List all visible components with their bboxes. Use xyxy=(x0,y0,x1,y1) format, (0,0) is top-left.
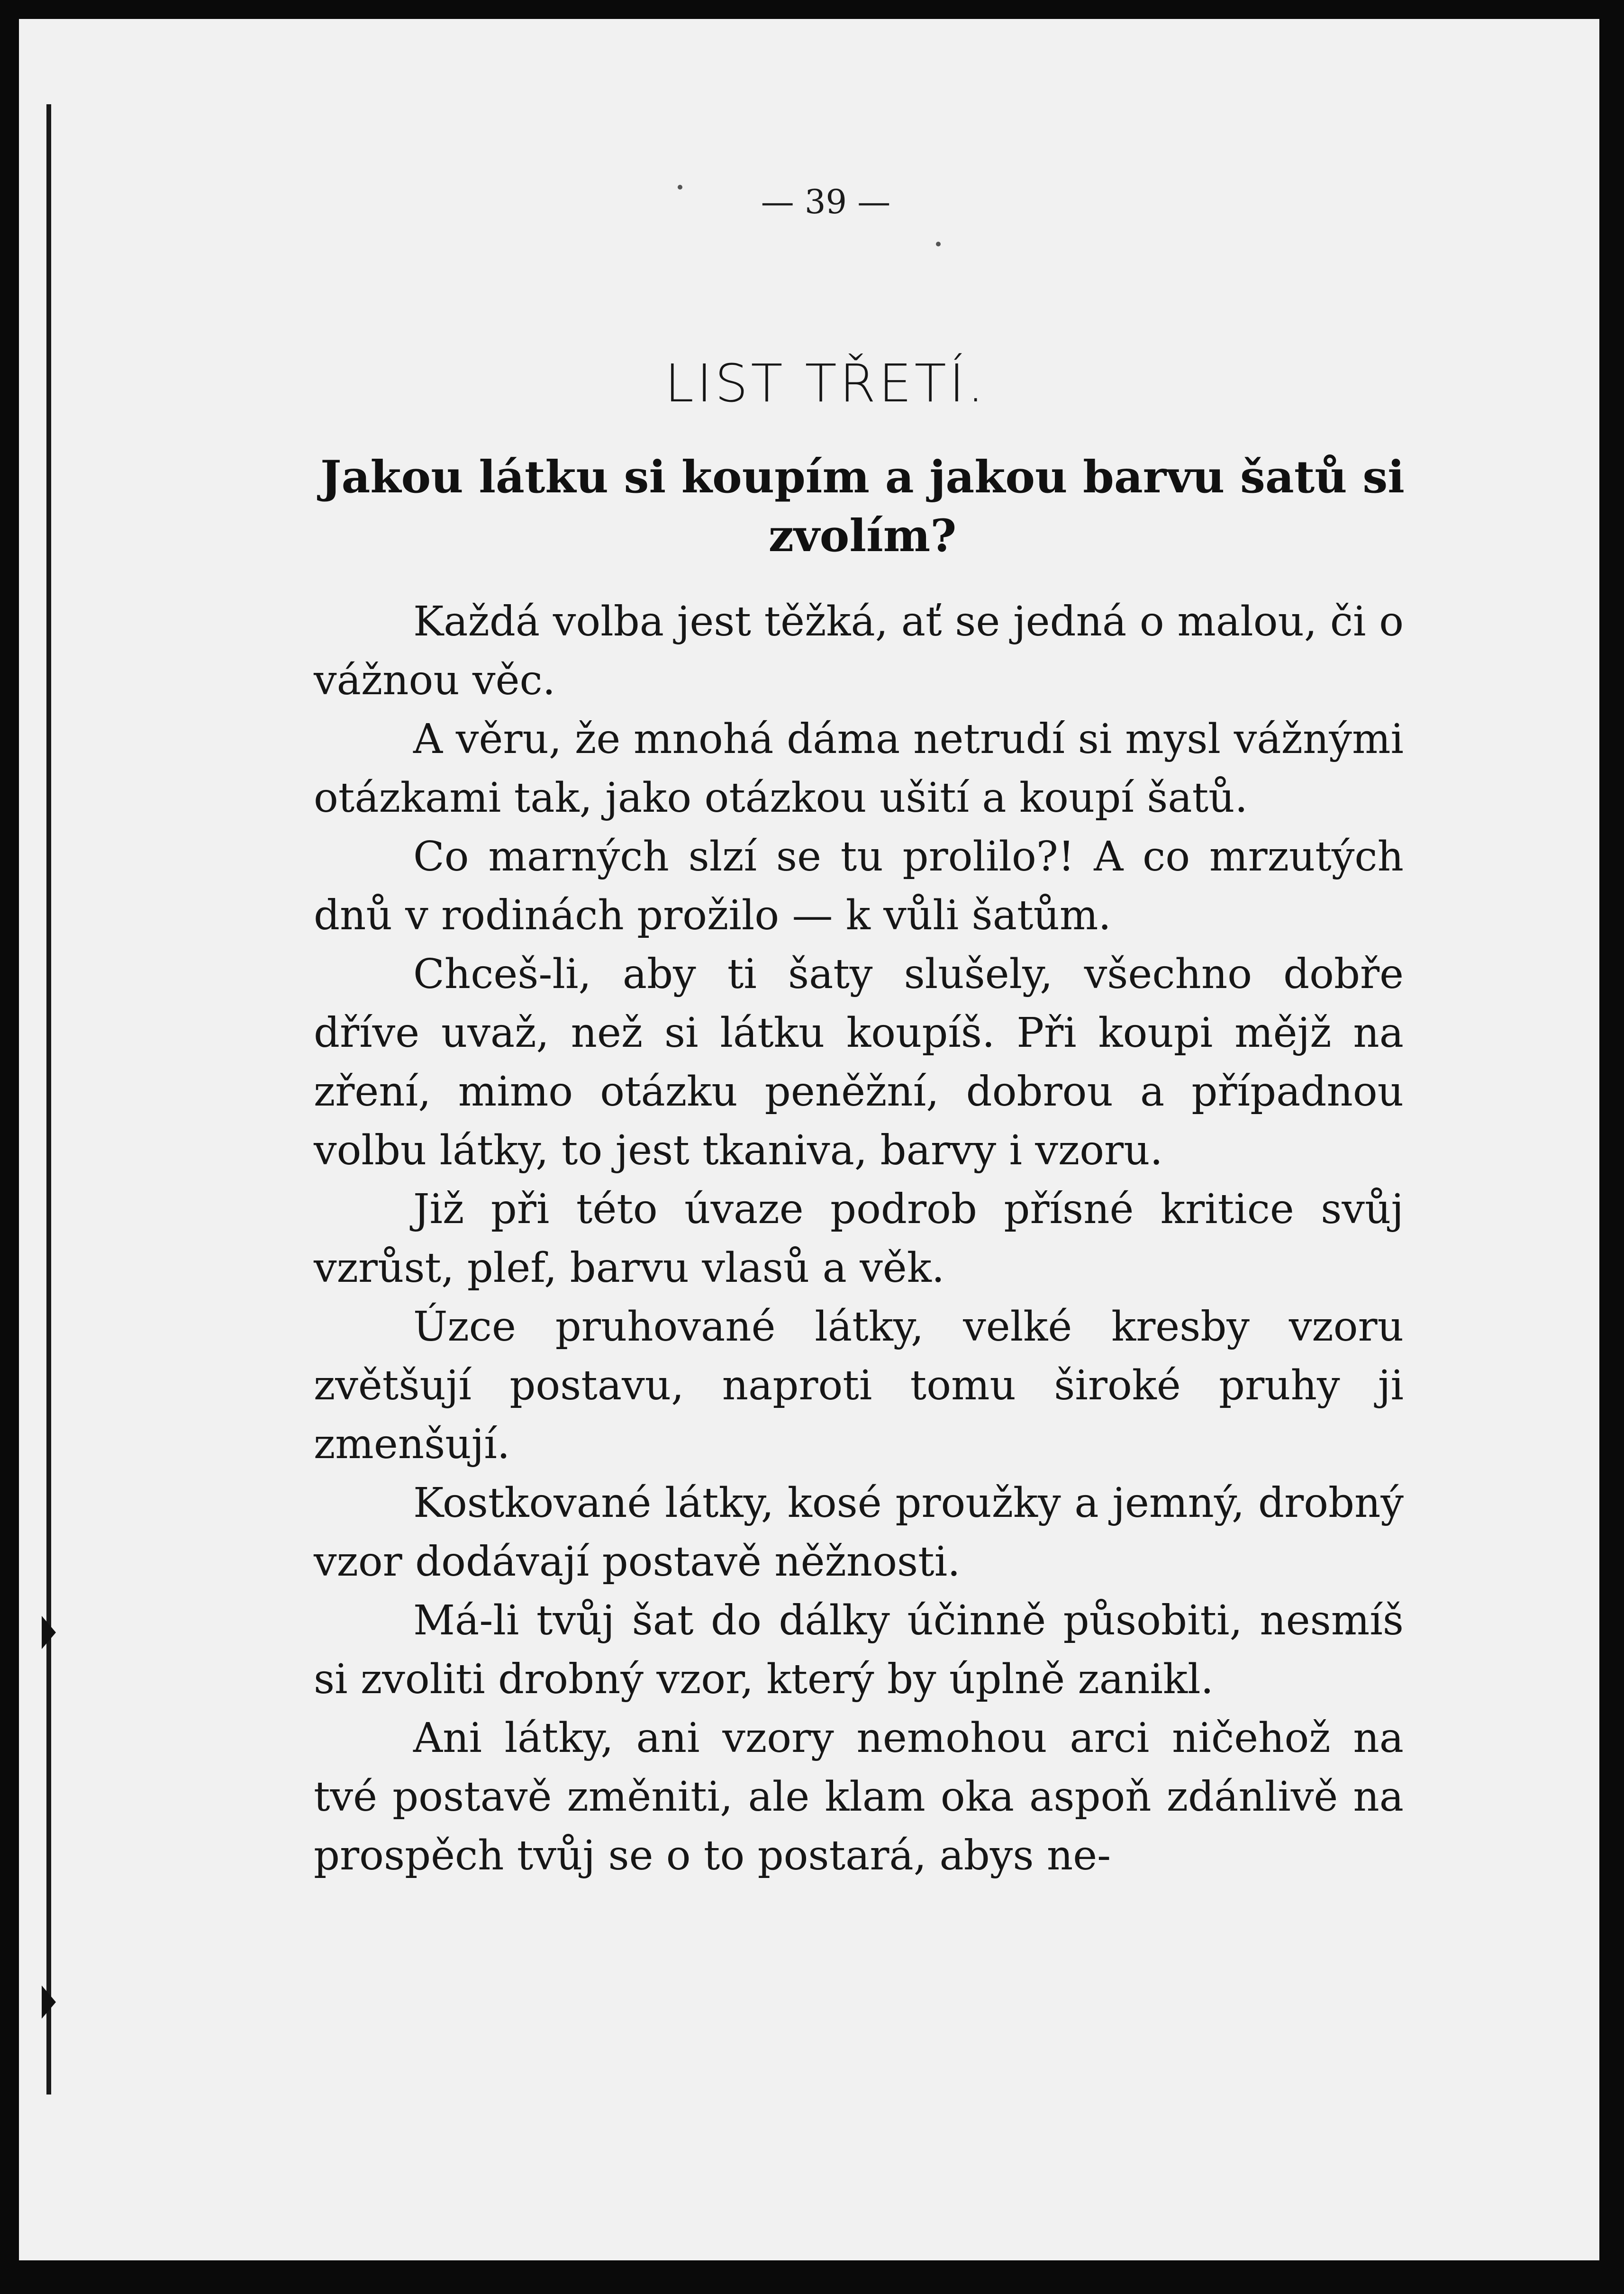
paragraph: Každá volba jest těžká, ať se jedná o malou, či o vážnou věc. xyxy=(314,598,1404,704)
paragraph: Co marných slzí se tu prolilo?! A co mrzutých dnů v rodinách prožilo — k vůli šatům. xyxy=(314,833,1404,939)
paragraph: Má-li tvůj šat do dálky účinně působiti, nesmíš si zvoliti drobný vzor, který by úplně zanikl. xyxy=(314,1597,1404,1703)
paragraph: Chceš-li, aby ti šaty slušely, všechno dobře dříve uvaž, než si látku koupíš. Při koupi mějž na zření, mimo otázku peněžní, dobrou a případnou volbu látky, to jest tkaniva, barvy i vzoru. xyxy=(314,951,1404,1174)
section-heading: Jakou látku si koupím a jakou barvu šatů si zvolím? xyxy=(320,451,1405,562)
chapter-title: LIST TŘETÍ. xyxy=(664,353,987,414)
paragraph: A věru, že mnohá dáma netrudí si mysl vážnými otázkami tak, jako otázkou ušití a koupí šatů. xyxy=(314,716,1404,822)
paragraph: Kostkované látky, kosé proužky a jemný, drobný vzor dodávají postavě něžnosti. xyxy=(314,1479,1404,1586)
body-text xyxy=(314,592,1404,1885)
book-page xyxy=(19,19,1599,2260)
print-speck xyxy=(936,242,941,246)
page-number: — 39 — xyxy=(761,182,891,221)
paragraph: Úzce pruhované látky, velké kresby vzoru zvětšují postavu, naproti tomu široké pruhy ji zmenšují. xyxy=(314,1303,1404,1468)
paragraph: Již při této úvaze podrob přísné kritice svůj vzrůst, plef, barvu vlasů a věk. xyxy=(314,1186,1404,1292)
paragraph: Ani látky, ani vzory nemohou arci ničehož na tvé postavě změniti, ale klam oka aspoň zdánlivě na prospěch tvůj se o to postará, abys ne- xyxy=(314,1714,1404,1879)
